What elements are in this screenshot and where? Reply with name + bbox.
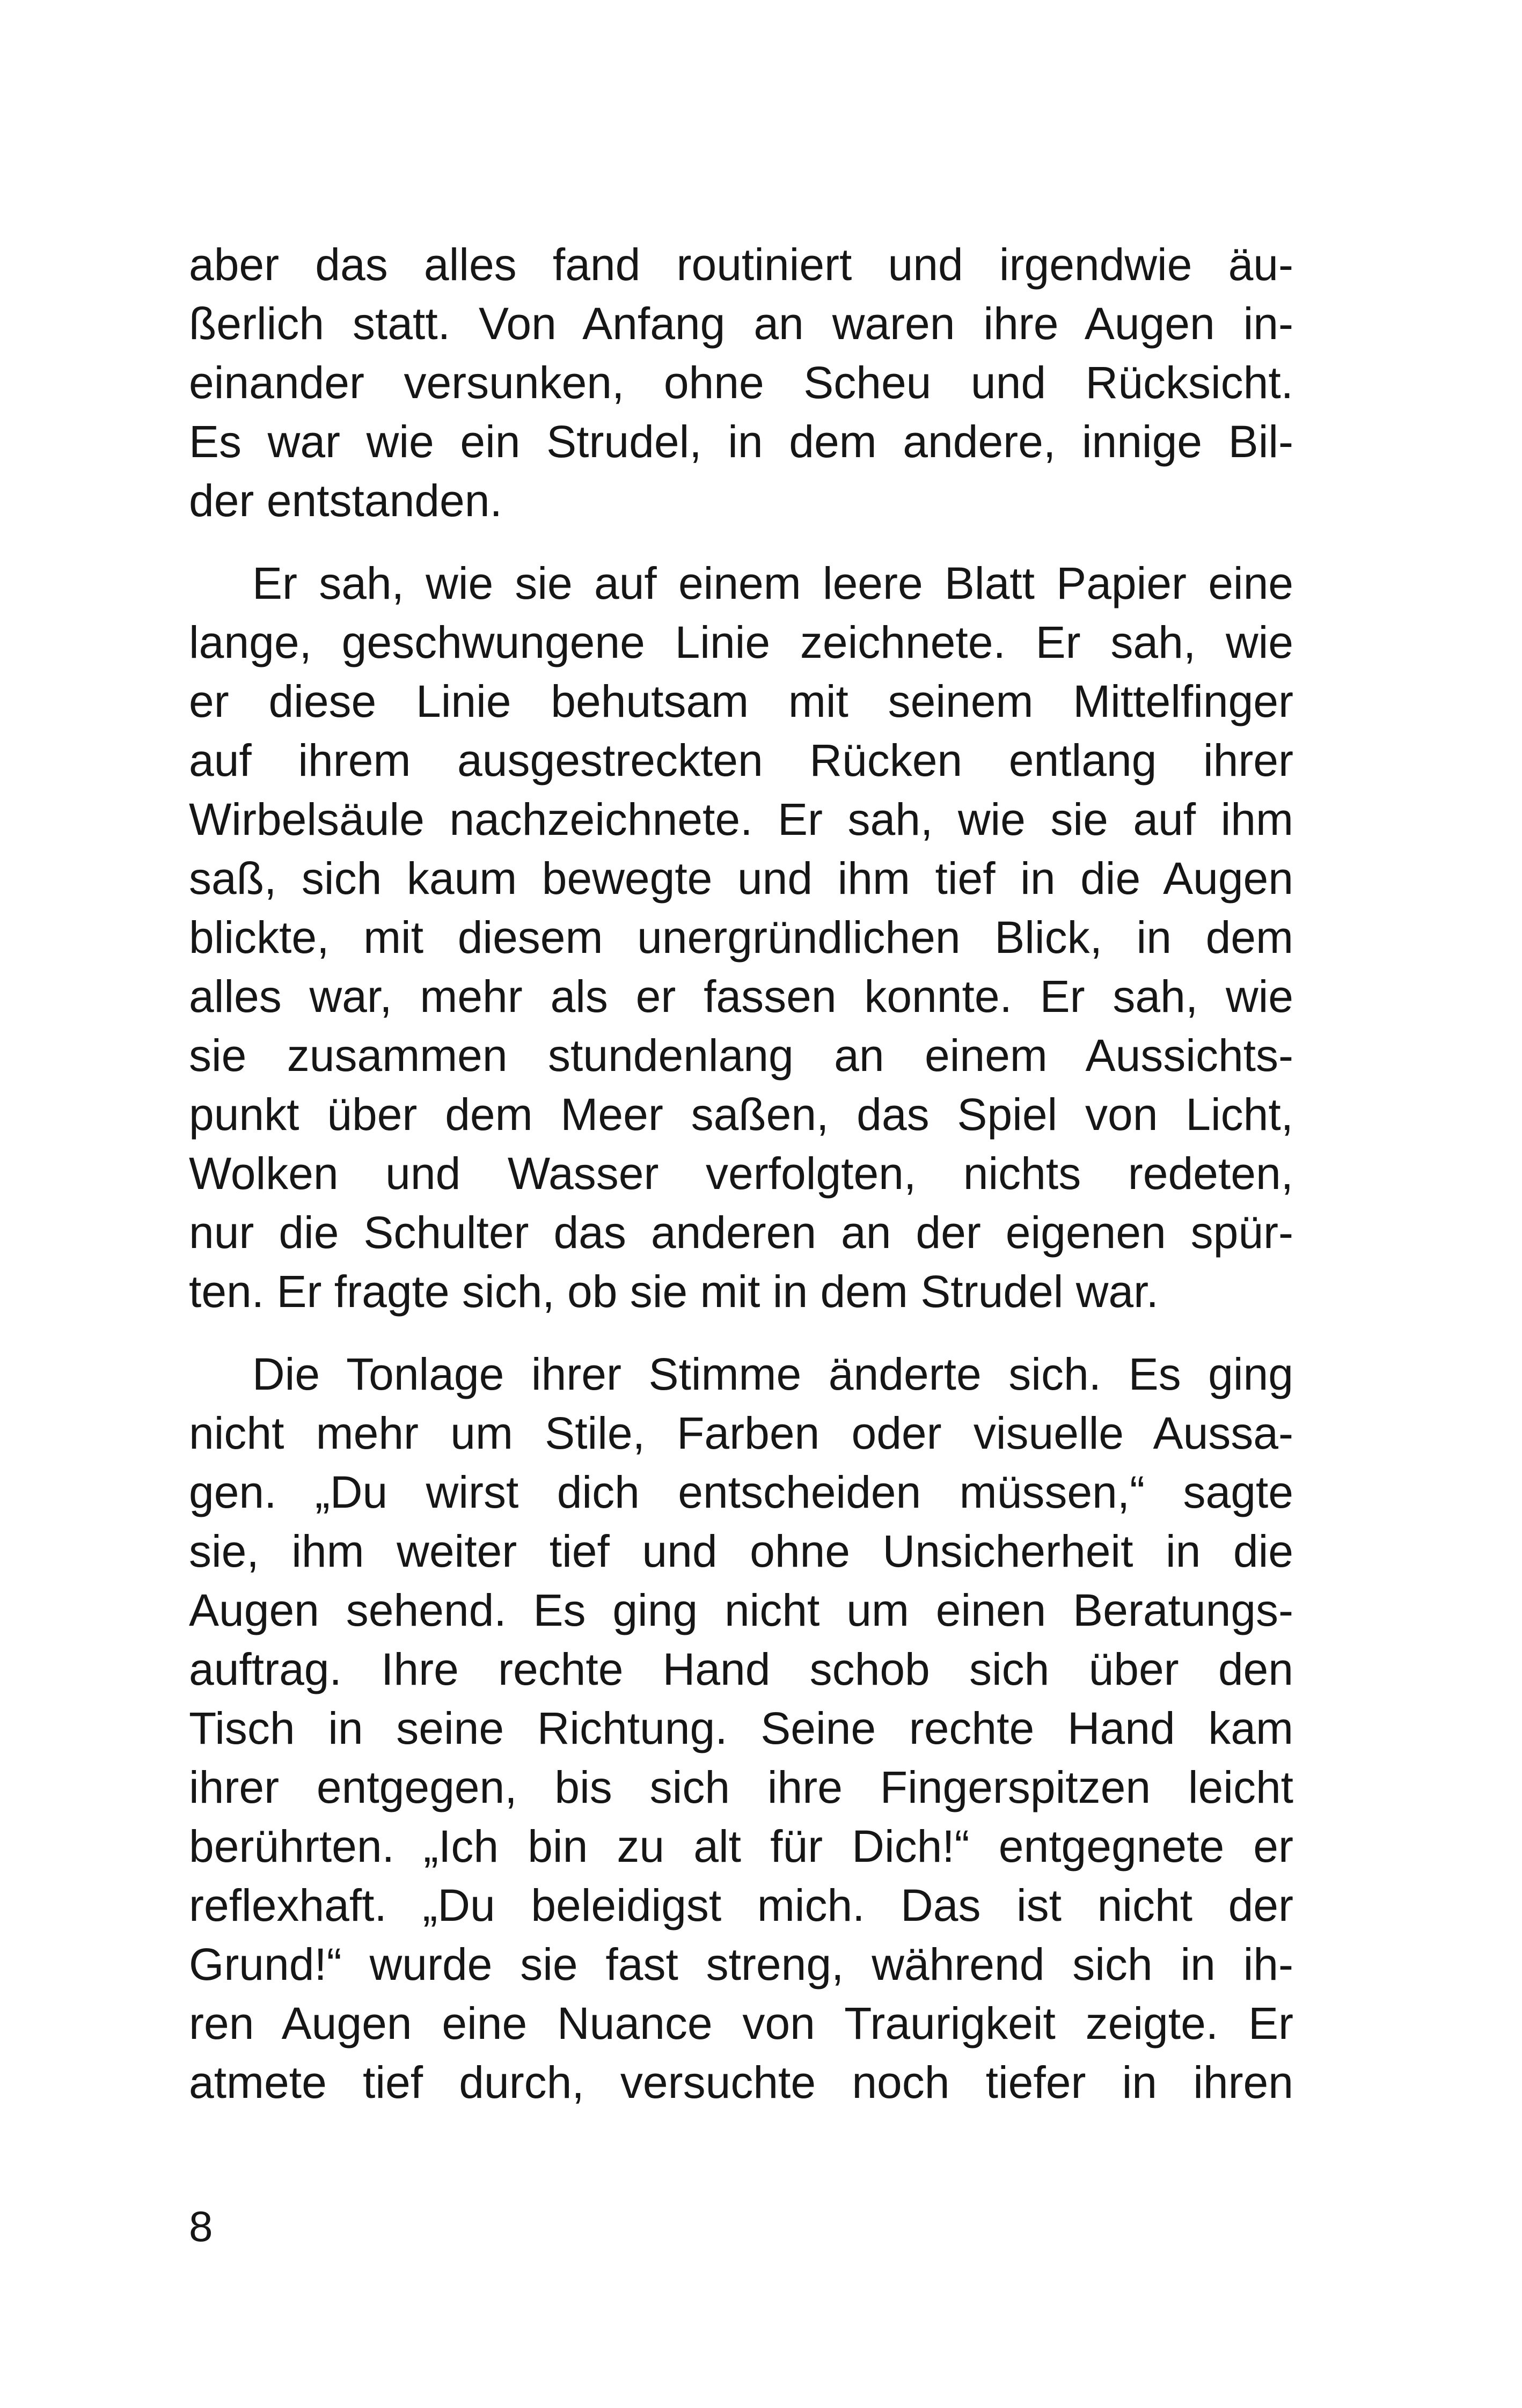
text-line: auftrag. Ihre rechte Hand schob sich über den xyxy=(189,1644,1293,1694)
text-line: auf ihrem ausgestreckten Rücken entlang ihrer xyxy=(189,735,1293,785)
paragraph-gap xyxy=(189,530,1293,554)
text-line: Es war wie ein Strudel, in dem andere, innige Bil- xyxy=(189,416,1293,467)
text-line: sie, ihm weiter tief und ohne Unsicherheit in die xyxy=(189,1526,1293,1576)
text-line: aber das alles fand routiniert und irgendwie äu- xyxy=(189,239,1293,290)
paragraph-3 xyxy=(189,1345,1293,2112)
text-line: der entstanden. xyxy=(189,475,502,526)
text-line: reflexhaft. „Du beleidigst mich. Das ist nicht der xyxy=(189,1880,1293,1930)
text-line: punkt über dem Meer saßen, das Spiel von Licht, xyxy=(189,1089,1293,1140)
text-line: ren Augen eine Nuance von Traurigkeit zeigte. Er xyxy=(189,1998,1293,2049)
paragraph-1 xyxy=(189,235,1293,530)
text-line: ßerlich statt. Von Anfang an waren ihre Augen in- xyxy=(189,298,1293,349)
text-line: lange, geschwungene Linie zeichnete. Er sah, wie xyxy=(189,617,1293,667)
text-line: Augen sehend. Es ging nicht um einen Beratungs- xyxy=(189,1585,1293,1635)
text-line: Grund!“ wurde sie fast streng, während sich in ih- xyxy=(189,1939,1293,1989)
text-line: atmete tief durch, versuchte noch tiefer in ihren xyxy=(189,2057,1293,2108)
text-line: gen. „Du wirst dich entscheiden müssen,“ sagte xyxy=(189,1467,1293,1517)
paragraph-2 xyxy=(189,554,1293,1321)
text-line: sie zusammen stundenlang an einem Aussichts- xyxy=(189,1030,1293,1081)
text-line: Tisch in seine Richtung. Seine rechte Hand kam xyxy=(189,1703,1293,1753)
text-line: Wirbelsäule nachzeichnete. Er sah, wie sie auf ihm xyxy=(189,794,1293,845)
paragraph-gap xyxy=(189,1321,1293,1345)
text-line: berührten. „Ich bin zu alt für Dich!“ entgegnete er xyxy=(189,1821,1293,1871)
text-line: ten. Er fragte sich, ob sie mit in dem Strudel war. xyxy=(189,1266,1159,1317)
text-line: ihrer entgegen, bis sich ihre Fingerspitzen leicht xyxy=(189,1762,1293,1812)
text-line: nicht mehr um Stile, Farben oder visuelle Aussa- xyxy=(189,1408,1293,1458)
text-line: Wolken und Wasser verfolgten, nichts redeten, xyxy=(189,1148,1293,1199)
text-line: einander versunken, ohne Scheu und Rücksicht. xyxy=(189,357,1293,408)
text-line: alles war, mehr als er fassen konnte. Er sah, wie xyxy=(189,971,1293,1022)
page-number: 8 xyxy=(189,2203,213,2250)
text-line: Er sah, wie sie auf einem leere Blatt Papier eine xyxy=(252,558,1293,608)
text-line: Die Tonlage ihrer Stimme änderte sich. Es ging xyxy=(252,1349,1293,1399)
text-line: saß, sich kaum bewegte und ihm tief in die Augen xyxy=(189,853,1293,904)
body-text xyxy=(189,235,1293,2112)
text-line: nur die Schulter das anderen an der eigenen spür- xyxy=(189,1207,1293,1258)
text-line: er diese Linie behutsam mit seinem Mittelfinger xyxy=(189,676,1293,726)
text-line: blickte, mit diesem unergründlichen Blick, in dem xyxy=(189,912,1293,963)
